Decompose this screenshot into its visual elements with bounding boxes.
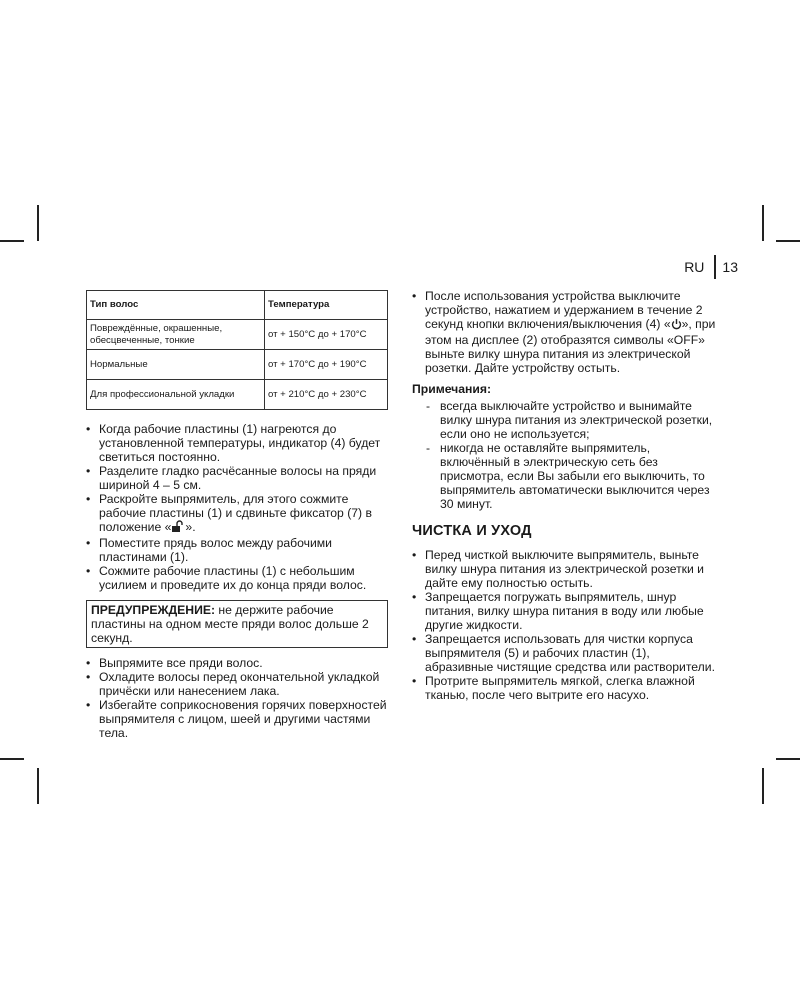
cleaning-list — [412, 548, 718, 702]
hair-type-cell: Нормальные — [87, 350, 265, 380]
power-icon — [671, 318, 682, 333]
list-item: • Поместите прядь волос между рабочими пластинами (1). — [86, 536, 388, 564]
note-item: - всегда выключайте устройство и вынимайте вилку шнура питания из электрической розетки, если оно не используется; — [440, 399, 718, 441]
warning-box — [86, 600, 388, 648]
header-divider — [714, 255, 716, 279]
unlock-icon — [171, 520, 185, 536]
temperature-table — [86, 290, 388, 410]
usage-steps-list-2 — [86, 656, 388, 740]
crop-mark — [762, 768, 764, 804]
note-item: - никогда не оставляйте выпрямитель, включённый в электрическую сеть без присмотра, если Вы забыли его выключить, то выпрямитель автоматически выключится через 30 минут. — [440, 441, 718, 511]
list-item: • Избегайте соприкосновения горячих поверхностей выпрямителя с лицом, шеей и другими частями тела. — [86, 698, 388, 740]
language-code: RU — [684, 259, 705, 275]
list-item — [412, 289, 718, 375]
right-column — [412, 289, 718, 702]
list-item: • Охладите волосы перед окончательной укладкой причёски или нанесением лака. — [86, 670, 388, 698]
left-column — [86, 290, 388, 740]
after-use-list — [412, 289, 718, 375]
crop-mark — [37, 768, 39, 804]
temperature-cell: от + 210°C до + 230°C — [265, 380, 388, 410]
list-item — [86, 492, 388, 536]
table-row — [87, 320, 388, 350]
table-row — [87, 350, 388, 380]
hair-type-cell: Повреждённые, окрашенные, обесцвеченные, тонкие — [87, 320, 265, 350]
warning-text: не держите рабочие пластины на одном месте пряди волос дольше 2 секунд. — [91, 603, 369, 645]
notes-title: Примечания: — [412, 382, 492, 396]
list-item: • Выпрямите все пряди волос. — [86, 656, 388, 670]
crop-mark — [762, 205, 764, 241]
temperature-cell: от + 150°C до + 170°C — [265, 320, 388, 350]
crop-mark — [0, 240, 24, 242]
hair-type-cell: Для профессиональной укладки — [87, 380, 265, 410]
list-item: • Сожмите рабочие пластины (1) с небольшим усилием и проведите их до конца пряди волос. — [86, 564, 388, 592]
table-header-cell: Тип волос — [87, 291, 265, 320]
list-item: • Запрещается использовать для чистки корпуса выпрямителя (5) и рабочих пластин (1), абразивные чистящие средства или растворители. — [412, 632, 718, 674]
crop-mark — [776, 758, 800, 760]
list-item: • Запрещается погружать выпрямитель, шнур питания, вилку шнура питания в воду или любые другие жидкости. — [412, 590, 718, 632]
list-item-text: После использования устройства выключите устройство, нажатием и удержанием в течение 2 секунд кнопки включения/выключения (4) « — [425, 289, 703, 331]
table-header-row — [87, 291, 388, 320]
section-title: ЧИСТКА И УХОД — [412, 523, 532, 539]
page-number: 13 — [722, 259, 738, 275]
notes-list — [412, 399, 718, 511]
crop-mark — [0, 758, 24, 760]
list-item-text: ». — [185, 520, 196, 534]
list-item: • Перед чисткой выключите выпрямитель, выньте вилку шнура питания из электрической розетки и дайте ему полностью остыть. — [412, 548, 718, 590]
list-item: • Протрите выпрямитель мягкой, слегка влажной тканью, после чего вытрите его насухо. — [412, 674, 718, 702]
temperature-cell: от + 170°C до + 190°C — [265, 350, 388, 380]
crop-mark — [776, 240, 800, 242]
table-row — [87, 380, 388, 410]
list-item: • Разделите гладко расчёсанные волосы на пряди шириной 4 – 5 см. — [86, 464, 388, 492]
table-header-cell: Температура — [265, 291, 388, 320]
list-item-text: », при этом на дисплее (2) отобразятся символы «OFF» выньте вилку шнура питания из электрической розетки. Дайте устройству остыть. — [425, 317, 716, 375]
page-header — [684, 255, 738, 279]
list-item: • Когда рабочие пластины (1) нагреются до установленной температуры, индикатор (4) будет светиться постоянно. — [86, 422, 388, 464]
list-item-text: Раскройте выпрямитель, для этого сожмите рабочие пластины (1) и сдвиньте фиксатор (7) в положение « — [99, 492, 372, 534]
usage-steps-list — [86, 422, 388, 592]
crop-mark — [37, 205, 39, 241]
warning-label: ПРЕДУПРЕЖДЕНИЕ: — [91, 603, 216, 617]
